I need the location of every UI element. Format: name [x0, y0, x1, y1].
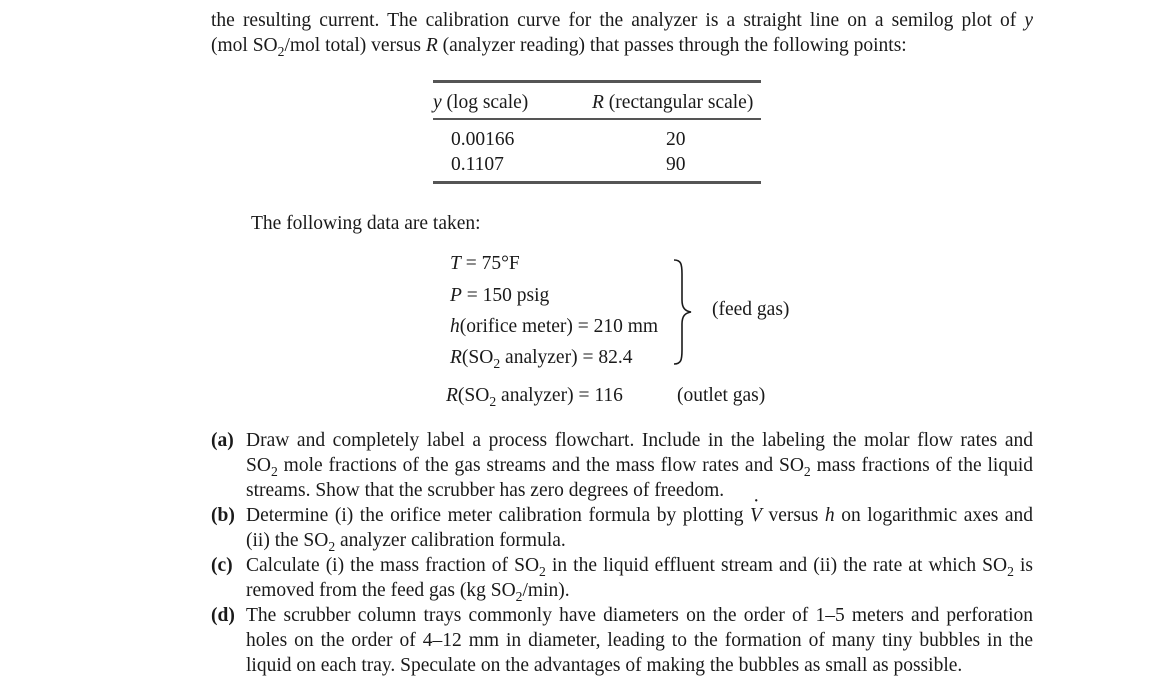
question-b — [211, 503, 1033, 553]
question-line: liquid on each tray. Speculate on the advantages of making the bubbles as small as possible. — [246, 655, 963, 676]
table-cell-r: 90 — [666, 154, 686, 175]
temperature-equation: T = 75°F — [450, 253, 520, 274]
feed-analyzer-equation: $R(SO_2$ analyzer) = 82.4 — [450, 347, 633, 371]
right-brace-icon — [672, 258, 694, 366]
question-line: removed from the feed gas (kg $SO_2/\min$). — [246, 580, 570, 604]
table-header-y: y (log scale) — [433, 92, 529, 113]
question-label: (a) — [211, 430, 234, 451]
question-label: (c) — [211, 555, 233, 576]
question-c — [211, 553, 1033, 603]
outlet-gas-label: (outlet gas) — [677, 385, 766, 406]
table-cell-y: 0.00166 — [451, 129, 515, 150]
question-line: $SO_2$ mole fractions of the gas streams and the mass flow rates and $SO_2$ mass fractions of the liquid — [246, 455, 1034, 479]
question-line: Determine (i) the orifice meter calibration formula by plotting · V versus h on logarithmic axes and — [246, 503, 1033, 528]
question-line: The scrubber column trays commonly have diameters on the order of 1–5 meters and perforation — [246, 605, 1033, 626]
intro-paragraph — [211, 8, 1033, 58]
question-line: holes on the order of 4–12 mm in diameter, leading to the formation of many tiny bubbles in the — [246, 630, 1033, 651]
table-header-rule — [433, 118, 761, 120]
question-line: (ii) the $SO_2$ analyzer calibration formula. — [246, 530, 566, 554]
question-line: Draw and completely label a process flowchart. Include in the labeling the molar flow rates and — [246, 430, 1033, 451]
table-cell-r: 20 — [666, 129, 686, 150]
data-lead-text: The following data are taken: — [251, 213, 481, 234]
table-bottom-rule — [433, 181, 761, 184]
table-header-r: R (rectangular scale) — [592, 92, 754, 113]
feed-gas-label: (feed gas) — [712, 299, 790, 320]
intro-line-1: the resulting current. The calibration curve for the analyzer is a straight line on a semilog plot of y — [211, 10, 1034, 31]
intro-line-2: (mol $SO_2$/mol total) versus R (analyzer reading) that passes through the following points: — [211, 35, 907, 59]
question-a — [211, 428, 1033, 503]
question-line: Calculate (i) the mass fraction of $SO_2$ in the liquid effluent stream and (ii) the rate at which $SO_2$ is — [246, 555, 1034, 579]
question-label: (b) — [211, 505, 235, 526]
table-cell-y: 0.1107 — [451, 154, 504, 175]
question-d — [211, 603, 1033, 678]
table-top-rule — [433, 80, 761, 83]
question-label: (d) — [211, 605, 235, 626]
outlet-analyzer-equation: $R(SO_2$ analyzer) = 116 — [446, 385, 623, 409]
pressure-equation: P = 150 psig — [450, 285, 550, 306]
question-line: streams. Show that the scrubber has zero degrees of freedom. — [246, 480, 725, 501]
orifice-equation: h(orifice meter) = 210 mm — [450, 316, 659, 337]
